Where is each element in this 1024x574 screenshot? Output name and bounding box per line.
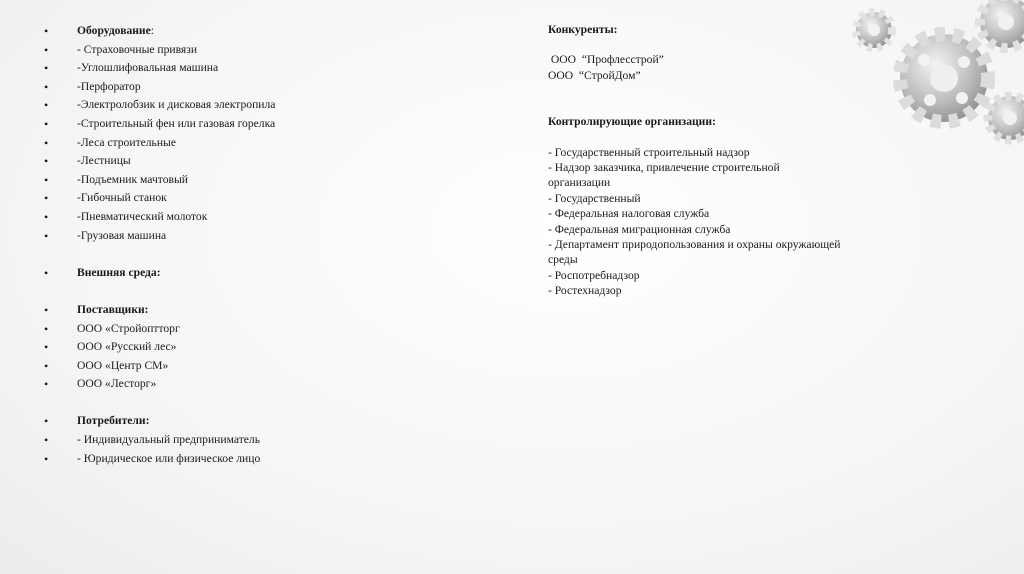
bullet: • xyxy=(44,433,49,448)
list-item xyxy=(44,375,484,394)
consumer-item: - Юридическое или физическое лицо xyxy=(77,451,261,465)
list-item xyxy=(44,301,484,320)
suppliers-heading: Поставщики: xyxy=(77,302,149,316)
control-item: - Федеральная миграционная служба xyxy=(548,222,731,236)
equipment-item: -Грузовая машина xyxy=(77,228,167,242)
list-item xyxy=(44,171,484,190)
bullet: • xyxy=(44,414,49,429)
bullet: • xyxy=(44,191,49,206)
bullet: • xyxy=(44,302,49,317)
control-item: - Департамент природопользования и охраны окружающей xyxy=(548,238,841,252)
bullet: • xyxy=(44,265,49,280)
gear-icon xyxy=(900,34,988,122)
external-environment-heading: Внешняя среда: xyxy=(77,265,161,279)
bullet: • xyxy=(44,172,49,187)
competitors-heading: Конкуренты: xyxy=(548,23,618,36)
equipment-item: -Пневматический молоток xyxy=(77,209,208,223)
control-organizations-heading: Контролирующие организации: xyxy=(548,115,716,129)
list-item xyxy=(44,96,484,115)
list-item xyxy=(44,450,484,469)
list-item xyxy=(44,152,484,171)
equipment-item: -Леса строительные xyxy=(77,135,176,149)
list-item xyxy=(44,320,484,339)
equipment-heading: Оборудование xyxy=(77,24,151,37)
equipment-item: -Лестницы xyxy=(77,154,131,168)
control-item: - Государственный xyxy=(548,191,641,205)
list-item xyxy=(44,264,484,283)
bullet: • xyxy=(44,116,49,131)
gear-icon xyxy=(988,96,1024,140)
consumer-item: - Индивидуальный предприниматель xyxy=(77,433,260,447)
list-item xyxy=(44,41,484,60)
right-column xyxy=(548,22,888,299)
list-item xyxy=(44,78,484,97)
control-item: среды xyxy=(548,253,578,267)
list-item xyxy=(44,338,484,357)
bullet: • xyxy=(44,154,49,169)
control-item: - Федеральная налоговая служба xyxy=(548,207,710,221)
competitor-item: ООО “СтройДом” xyxy=(548,68,641,82)
list-item xyxy=(44,357,484,376)
equipment-heading-suffix: : xyxy=(150,24,154,37)
control-item: - Роспотребнадзор xyxy=(548,268,640,282)
supplier-item: ООО «Лесторг» xyxy=(77,377,157,391)
list-item xyxy=(44,22,484,41)
bullet: • xyxy=(44,209,49,224)
equipment-item: -Строительный фен или газовая горелка xyxy=(77,116,276,130)
equipment-item: -Перфоратор xyxy=(77,79,141,93)
list-item xyxy=(44,59,484,78)
bullet: • xyxy=(44,135,49,150)
bullet: • xyxy=(44,377,49,392)
bullet: • xyxy=(44,79,49,94)
list-item xyxy=(44,189,484,208)
list-item xyxy=(44,412,484,431)
bullet: • xyxy=(44,98,49,113)
control-item: - Ростехнадзор xyxy=(548,284,622,298)
bullet: • xyxy=(44,24,49,38)
control-item: организации xyxy=(548,176,611,190)
supplier-item: ООО «Русский лес» xyxy=(77,340,177,354)
equipment-item: -Гибочный станок xyxy=(77,191,167,205)
bullet: • xyxy=(44,358,49,373)
supplier-item: ООО «Центр СМ» xyxy=(77,358,169,372)
list-item xyxy=(44,134,484,153)
supplier-item: ООО «Стройоптторг xyxy=(77,321,180,335)
consumers-heading: Потребители: xyxy=(77,414,150,428)
bullet: • xyxy=(44,321,49,336)
bullet: • xyxy=(44,340,49,355)
equipment-item: -Электролобзик и дисковая электропила xyxy=(77,98,276,112)
bullet: • xyxy=(44,42,49,57)
gear-icon xyxy=(980,0,1024,48)
bullet: • xyxy=(44,451,49,466)
list-item xyxy=(44,208,484,227)
equipment-item: -Углошлифовальная машина xyxy=(77,61,219,75)
list-item xyxy=(44,115,484,134)
competitor-item: ООО “Профлесстрой” xyxy=(548,53,664,67)
list-item xyxy=(44,431,484,450)
bullet: • xyxy=(44,228,49,243)
equipment-item: -Подъемник мачтовый xyxy=(77,172,188,186)
equipment-item: - Страховочные привязи xyxy=(77,42,198,56)
control-item: - Государственный строительный надзор xyxy=(548,145,750,159)
bullet: • xyxy=(44,61,49,76)
left-column xyxy=(44,22,484,468)
list-item xyxy=(44,227,484,246)
control-item: - Надзор заказчика, привлечение строительной xyxy=(548,161,780,175)
